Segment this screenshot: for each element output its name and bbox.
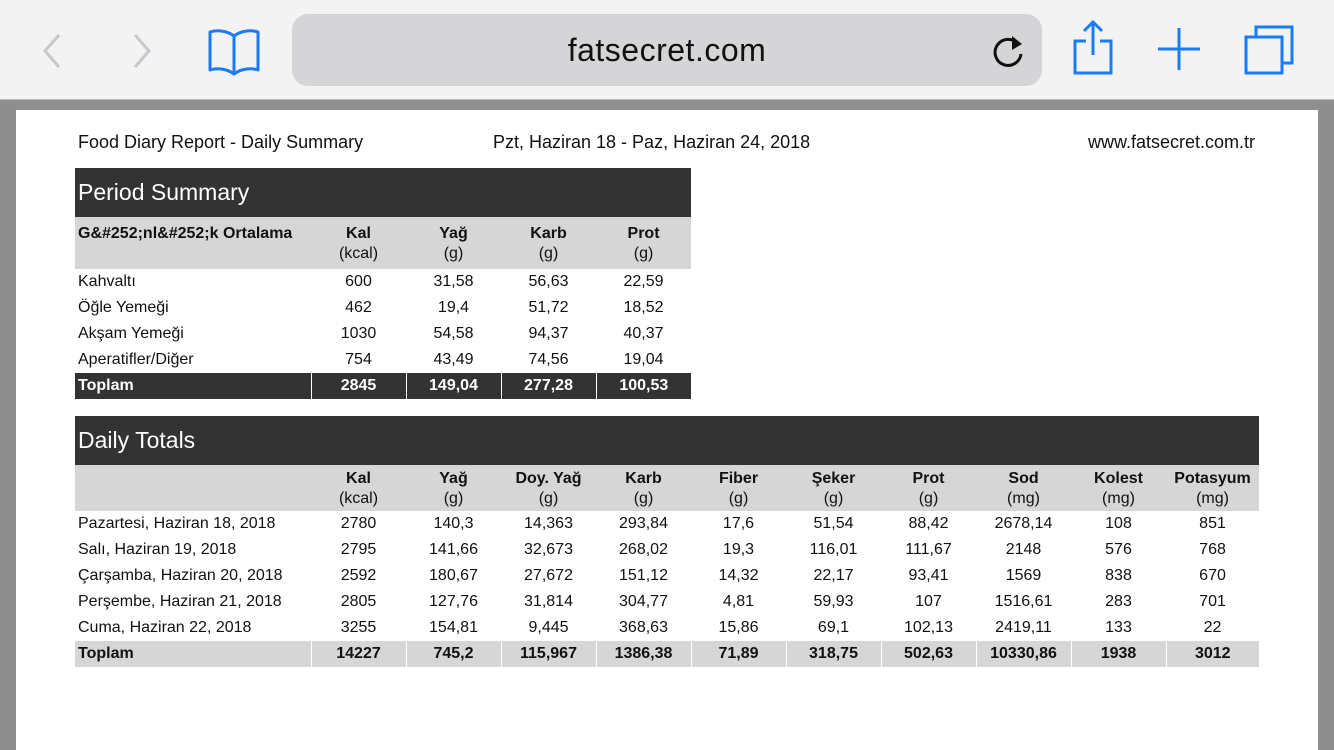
table-row [75,269,691,295]
column-header: Şeker (g) [786,465,881,511]
cell: 1516,61 [994,593,1053,610]
cell: 88,42 [908,515,949,532]
cell: 2678,14 [994,515,1053,532]
cell: 1569 [1005,567,1042,584]
table-row [75,295,691,321]
plus-icon [1154,24,1204,74]
cell: 2419,11 [995,619,1052,636]
bookmarks-button[interactable] [204,24,264,78]
chevron-right-icon [127,29,157,73]
cell: 154,81 [429,619,478,636]
reload-icon [988,32,1028,72]
cell: 283 [1105,593,1132,610]
back-button[interactable] [30,26,74,76]
cell: 51,72 [528,299,569,316]
cell: 754 [345,351,372,368]
cell: 2592 [340,567,377,584]
daily-totals-table [75,416,1259,667]
cell: 462 [345,299,372,316]
cell: 141,66 [429,541,478,558]
daily-totals-header [75,465,1259,511]
share-icon [1070,19,1116,77]
cell: 2148 [1005,541,1042,558]
cell: 69,1 [817,619,850,636]
column-header: Potasyum (mg) [1166,465,1259,511]
cell: 32,673 [524,541,573,558]
column-header: Fiber (g) [691,465,786,511]
total-cell: 10330,86 [976,641,1071,667]
row-label: Öğle Yemeği [78,299,169,316]
book-icon [206,26,262,76]
cell: 2780 [340,515,377,532]
table-row [75,537,1259,563]
cell: 304,77 [619,593,668,610]
cell: 108 [1105,515,1132,532]
column-header-daily-average: G&#252;nl&#252;k Ortalama [75,217,311,269]
row-label: Çarşamba, Haziran 20, 2018 [78,567,283,584]
total-cell: 3012 [1166,641,1259,667]
column-header: Doy. Yağ (g) [501,465,596,511]
cell: 22 [1203,619,1222,636]
report-page [16,110,1318,750]
total-cell: 115,967 [501,641,596,667]
cell: 54,58 [433,325,474,342]
cell: 768 [1199,541,1226,558]
cell: 31,814 [524,593,573,610]
cell: 116,01 [809,541,858,558]
cell: 851 [1199,515,1226,532]
total-cell: 502,63 [881,641,976,667]
total-cell: 277,28 [501,373,596,399]
row-label: Perşembe, Haziran 21, 2018 [78,593,282,610]
cell: 14,32 [718,567,759,584]
cell: 94,37 [528,325,569,342]
cell: 838 [1105,567,1132,584]
cell: 18,52 [623,299,664,316]
cell: 14,363 [524,515,573,532]
report-title: Food Diary Report - Daily Summary [78,132,364,152]
cell: 22,17 [813,567,854,584]
cell: 102,13 [904,619,953,636]
cell: 111,67 [905,541,952,558]
cell: 2805 [340,593,377,610]
address-bar[interactable] [292,14,1042,86]
column-header: Karb (g) [501,217,596,269]
row-label: Akşam Yemeği [78,325,184,342]
column-header: Sod (mg) [976,465,1071,511]
cell: 51,54 [813,515,854,532]
column-header: Yağ (g) [406,217,501,269]
cell: 22,59 [623,273,664,290]
total-row [75,373,691,399]
column-header: Karb (g) [596,465,691,511]
cell: 19,4 [437,299,470,316]
column-header: Prot (g) [881,465,976,511]
cell: 140,3 [433,515,474,532]
cell: 31,58 [433,273,474,290]
cell: 19,3 [722,541,755,558]
cell: 293,84 [619,515,668,532]
cell: 59,93 [813,593,854,610]
total-cell: 1938 [1071,641,1166,667]
column-header: Kal (kcal) [311,465,406,511]
table-row [75,563,1259,589]
period-summary-header [75,217,691,269]
cell: 56,63 [528,273,569,290]
total-cell: 745,2 [406,641,501,667]
cell: 576 [1105,541,1132,558]
cell: 107 [915,593,942,610]
cell: 15,86 [718,619,759,636]
cell: 93,41 [908,567,949,584]
cell: 9,445 [528,619,569,636]
row-label: Pazartesi, Haziran 18, 2018 [78,515,276,532]
total-cell: 2845 [311,373,406,399]
cell: 27,672 [524,567,573,584]
cell: 19,04 [623,351,664,368]
cell: 43,49 [433,351,474,368]
table-row [75,589,1259,615]
total-cell: 14227 [311,641,406,667]
cell: 180,67 [429,567,478,584]
table-row [75,511,1259,537]
cell: 701 [1199,593,1226,610]
period-summary-title: Period Summary [75,168,691,217]
total-cell: 1386,38 [596,641,691,667]
reload-button[interactable] [988,32,1028,72]
total-row [75,641,1259,667]
cell: 3255 [340,619,377,636]
cell: 268,02 [619,541,668,558]
tabs-button[interactable] [1240,22,1298,78]
cell: 133 [1105,619,1132,636]
column-header: Kal (kcal) [311,217,406,269]
cell: 4,81 [722,593,755,610]
total-cell: 149,04 [406,373,501,399]
row-label: Cuma, Haziran 22, 2018 [78,619,252,636]
column-header-empty [75,465,311,511]
daily-totals-title: Daily Totals [75,416,1259,465]
table-row [75,615,1259,641]
column-header: Kolest (mg) [1071,465,1166,511]
forward-button[interactable] [120,26,164,76]
url-text: fatsecret.com [567,32,767,68]
total-cell: 318,75 [786,641,881,667]
cell: 600 [345,273,372,290]
total-label: Toplam [75,641,311,667]
period-summary-table [75,168,691,399]
table-row [75,347,691,373]
cell: 17,6 [722,515,755,532]
total-cell: 100,53 [596,373,691,399]
table-row [75,321,691,347]
cell: 40,37 [623,325,664,342]
browser-toolbar [0,0,1334,100]
total-label: Toplam [75,373,311,399]
new-tab-button[interactable] [1152,22,1206,76]
row-label: Aperatifler/Diğer [78,351,194,368]
cell: 127,76 [429,593,478,610]
cell: 74,56 [528,351,569,368]
cell: 1030 [340,325,377,342]
share-button[interactable] [1068,18,1118,78]
cell: 151,12 [619,567,668,584]
report-date-range: Pzt, Haziran 18 - Paz, Haziran 24, 2018 [493,132,811,152]
cell: 670 [1199,567,1226,584]
column-header: Prot (g) [596,217,691,269]
column-header: Yağ (g) [406,465,501,511]
chevron-left-icon [37,29,67,73]
report-site: www.fatsecret.com.tr [1087,132,1255,152]
total-cell: 71,89 [691,641,786,667]
row-label: Salı, Haziran 19, 2018 [78,541,237,558]
cell: 2795 [340,541,377,558]
tabs-icon [1242,23,1296,77]
row-label: Kahvaltı [78,273,136,290]
cell: 368,63 [619,619,668,636]
